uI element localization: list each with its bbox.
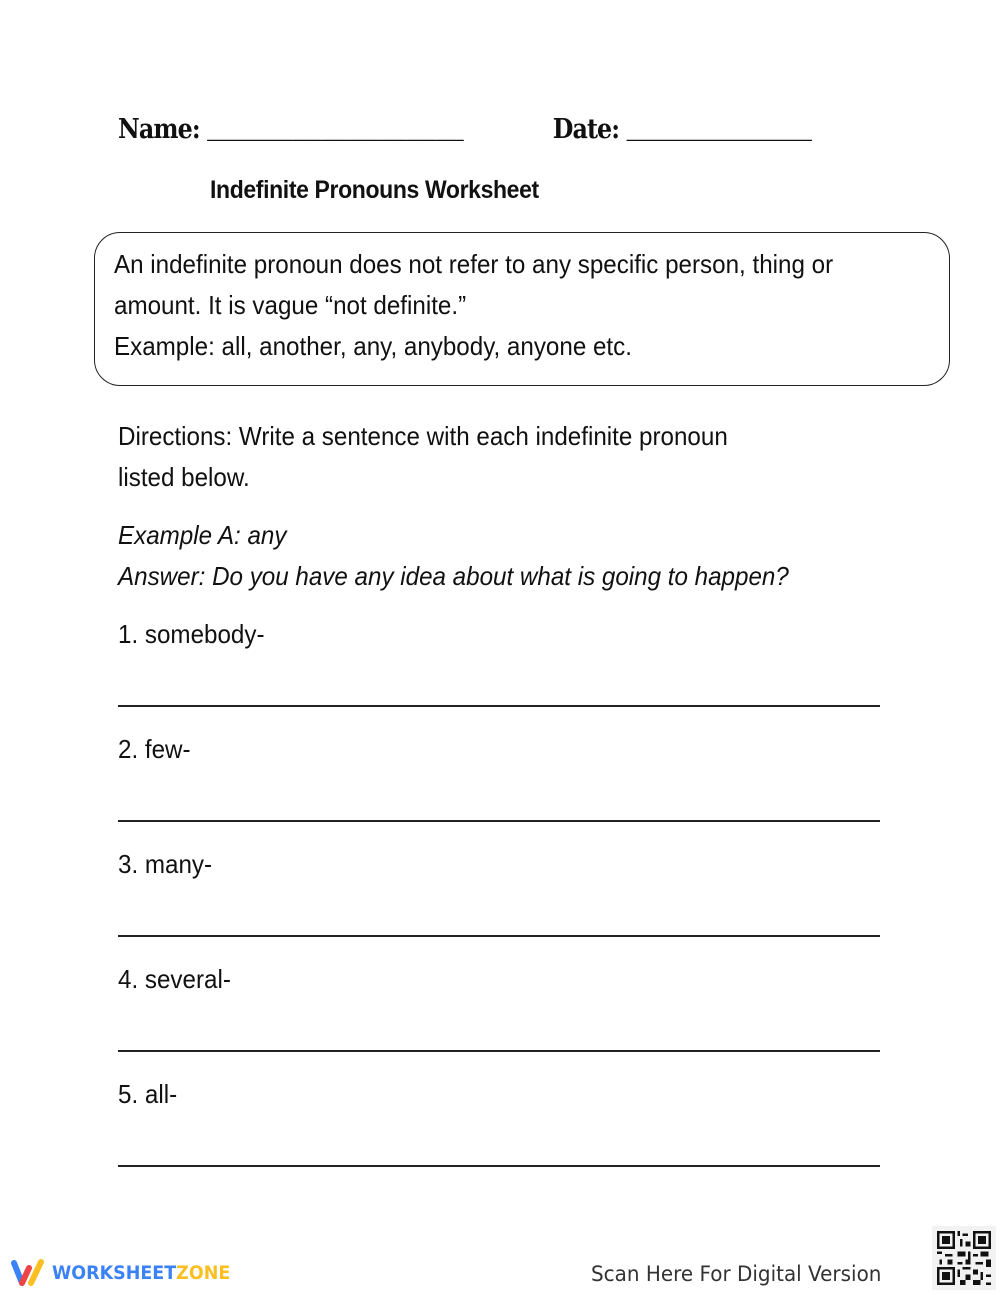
- logo-text: WORKSHEETZONE: [52, 1262, 231, 1284]
- answer-line-3[interactable]: [118, 935, 880, 937]
- question-label-3: 3. many-: [118, 849, 213, 879]
- date-field[interactable]: [553, 114, 812, 147]
- date-label: Date:: [552, 114, 620, 145]
- worksheetzone-logo[interactable]: [10, 1258, 246, 1288]
- qr-code-icon[interactable]: [932, 1226, 996, 1290]
- name-label: Name:: [118, 114, 200, 145]
- example-prompt: Example A: any: [118, 520, 287, 550]
- definition-line: An indefinite pronoun does not refer to any specific person, thing or: [114, 249, 834, 279]
- answer-line-5[interactable]: [118, 1165, 880, 1167]
- logo-w-icon: [10, 1258, 46, 1288]
- question-label-4: 4. several-: [118, 964, 231, 994]
- directions-line: Directions: Write a sentence with each indefinite pronoun: [118, 421, 728, 451]
- directions-line: listed below.: [118, 462, 250, 492]
- name-blank[interactable]: __________________: [207, 117, 464, 147]
- scan-here-text: Scan Here For Digital Version: [591, 1262, 882, 1286]
- definition-line: amount. It is vague “not definite.”: [114, 290, 467, 320]
- definition-example-line: Example: all, another, any, anybody, anyone etc.: [114, 331, 632, 361]
- question-label-5: 5. all-: [118, 1079, 178, 1109]
- example-answer: Answer: Do you have any idea about what is going to happen?: [118, 561, 789, 591]
- answer-line-4[interactable]: [118, 1050, 880, 1052]
- answer-line-1[interactable]: [118, 705, 880, 707]
- date-blank[interactable]: _____________: [626, 117, 812, 147]
- answer-line-2[interactable]: [118, 820, 880, 822]
- question-label-2: 2. few-: [118, 734, 191, 764]
- worksheet-title: Indefinite Pronouns Worksheet: [210, 176, 539, 204]
- name-field[interactable]: [118, 114, 464, 147]
- question-label-1: 1. somebody-: [118, 619, 265, 649]
